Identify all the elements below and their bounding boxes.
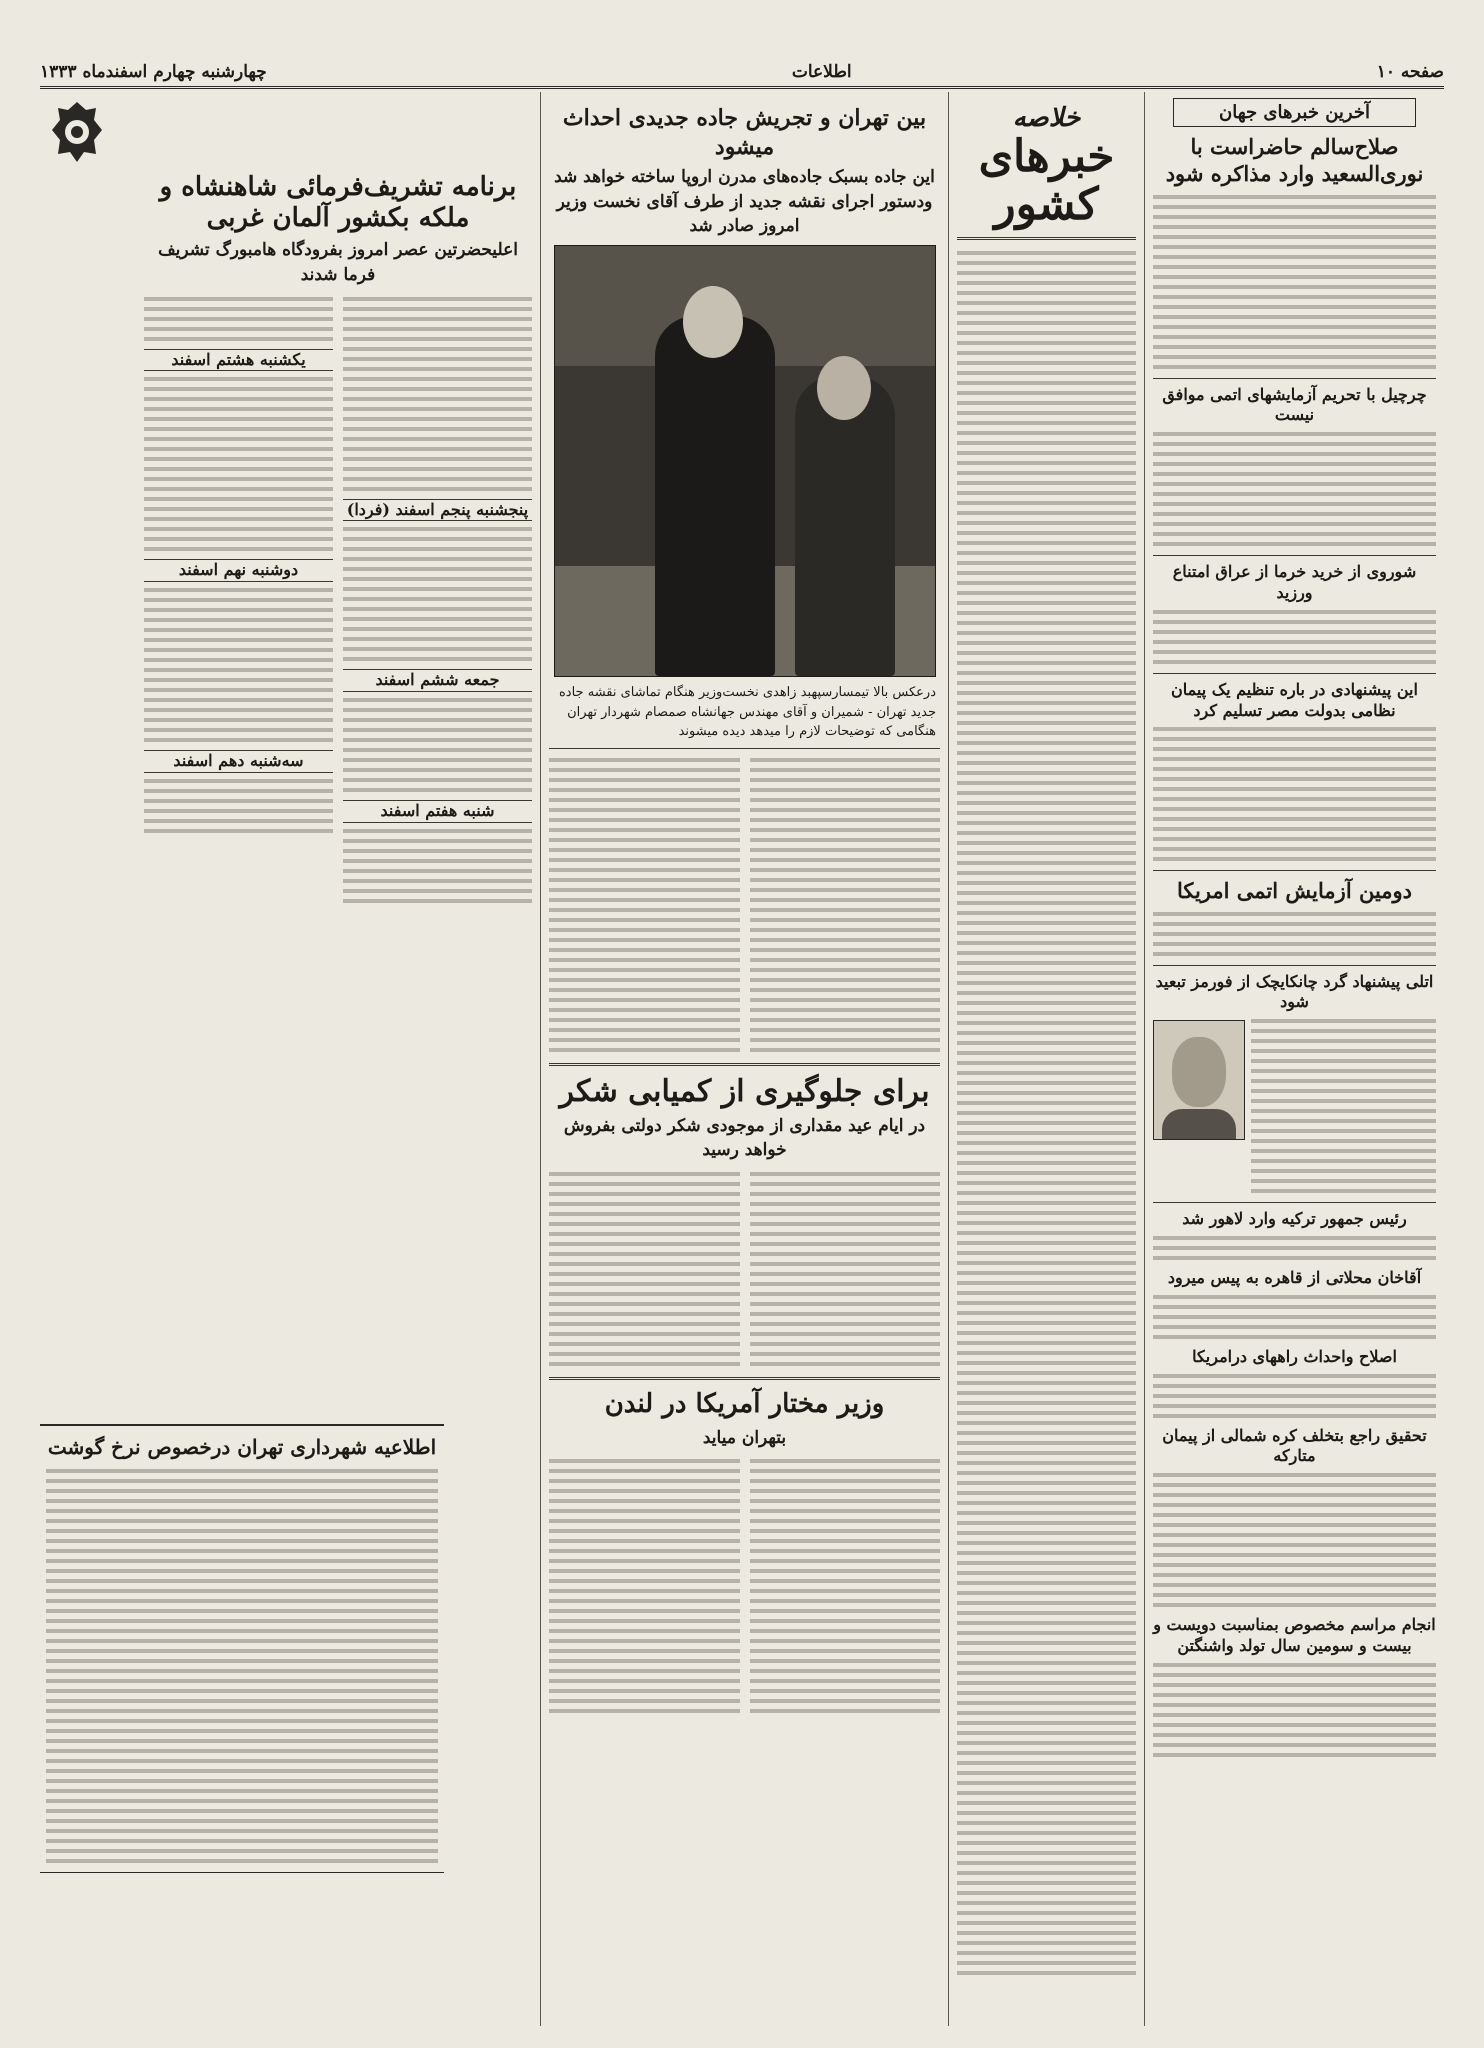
subheadline-sugar: در ایام عید مقداری از موجودی شکر دولتی بفروش خواهد رسید — [563, 1115, 926, 1161]
headline-churchill: چرچیل با تحریم آزمایشهای اتمی موافق نیست — [1162, 384, 1427, 425]
headline-meat-price: اطلاعیه شهرداری تهران درخصوص نرخ گوشت — [47, 1435, 437, 1459]
day-heading-friday: جمعه ششم اسفند — [343, 669, 532, 692]
day-heading-tuesday: سه‌شنبه دهم اسفند — [144, 750, 333, 773]
center-column — [540, 92, 948, 2026]
kholaseh-label: خلاصه — [1012, 103, 1081, 133]
article-text — [343, 294, 532, 494]
headline-turkey-president: رئیس جمهور ترکیه وارد لاهور شد — [1182, 1209, 1407, 1229]
subheadline-road: این جاده بسبک جاده‌های مدرن اروپا ساخته خواهد شد ودستور اجرای نقشه جدید از طرف آقای نخست وزیر امروز صادر شد — [554, 167, 935, 237]
headline-sugar: برای جلوگیری از کمیابی شکر — [559, 1073, 930, 1109]
article-text — [1153, 429, 1436, 549]
article-text — [549, 1456, 740, 1716]
headline-eden-proposal: این پیشنهادی در باره تنظیم یک پیمان نظامی بدولت مصر تسلیم کرد — [1171, 679, 1418, 720]
headline-atomic-test: دومین آزمایش اتمی امریکا — [1176, 878, 1413, 904]
article-text — [549, 755, 740, 1055]
article-text — [144, 585, 333, 745]
day-heading-monday: دوشنبه نهم اسفند — [144, 559, 333, 582]
article-text — [1153, 1233, 1436, 1263]
article-text — [144, 776, 333, 836]
article-text — [144, 374, 333, 554]
headline-washington: انجام مراسم مخصوص بمناسبت دویست و بیست و سومین سال تولد واشنگتن — [1153, 1615, 1436, 1656]
article-text — [1153, 909, 1436, 959]
domestic-news-text — [957, 248, 1136, 1978]
article-text — [549, 1169, 740, 1369]
domestic-news-title: خبرهای کشور — [978, 130, 1115, 230]
article-text — [1153, 724, 1436, 864]
domestic-news-column — [948, 92, 1144, 2026]
article-text — [1153, 1660, 1436, 1760]
article-text — [343, 826, 532, 906]
headline-aga-khan: آقاخان محلاتی از قاهره به پیس میرود — [1167, 1268, 1422, 1288]
day-heading-thursday: پنجشنبه پنجم اسفند (فردا) — [343, 499, 532, 522]
page-label: صفحه ۱۰ — [1376, 62, 1444, 82]
news-photo — [554, 245, 936, 677]
headline-roads: اصلاح واحداث راههای درامریکا — [1192, 1346, 1397, 1366]
portrait-photo — [1153, 1020, 1245, 1140]
article-text — [750, 1169, 941, 1369]
photo-caption: درعکس بالا تیمسارسپهبد زاهدی نخست‌وزیر هنگام تماشای نقشه جاده جدید تهران - شمیران و آقای مهندس جهانشاه صمصام شهردار تهران هنگامی که توضیحات لازم را میدهد دیده میشوند — [559, 685, 936, 740]
headline-attlee: اتلی پیشنهاد گرد چانکایچک از فورمز تبعید شود — [1155, 971, 1434, 1012]
day-heading-saturday: شنبه هفتم اسفند — [343, 800, 532, 823]
headline-us-minister: وزیر مختار آمریکا در لندن — [604, 1388, 885, 1419]
article-text — [1153, 1292, 1436, 1342]
kholaseh-heading — [957, 104, 1136, 229]
article-text — [750, 1456, 941, 1716]
headline-royal-trip: برنامه تشریف‌فرمائی شاهنشاه و ملکه بکشور آلمان غربی — [159, 172, 517, 234]
headline-korea: تحقیق راجع بتخلف کره شمالی از پیمان متارکه — [1162, 1425, 1427, 1466]
meat-price-notice — [40, 1424, 444, 1873]
world-news-box-title: آخرین خبرهای جهان — [1173, 98, 1416, 127]
article-text — [46, 1466, 438, 1866]
article-text — [1251, 1016, 1436, 1196]
subheadline-us-minister: بتهران میاید — [702, 1427, 787, 1448]
article-text — [1153, 607, 1436, 667]
headline-soviet-dates: شوروی از خرید خرما از عراق امتناع ورزید — [1172, 562, 1417, 602]
world-news-column — [1144, 92, 1444, 2026]
article-text — [343, 695, 532, 795]
article-text — [343, 524, 532, 664]
headline-salah-salem: صلاح‌سالم حاضراست با نوری‌السعید وارد مذاکره شود — [1165, 134, 1424, 187]
headline-tehran-tajrish-road: بین تهران و تجریش جاده جدیدی احداث میشود — [562, 105, 927, 160]
article-text — [1153, 1371, 1436, 1421]
masthead — [40, 42, 1444, 89]
day-heading-sunday: یکشنبه هشتم اسفند — [144, 349, 333, 372]
emblem-icon — [50, 100, 104, 164]
article-text — [1153, 192, 1436, 372]
article-text — [144, 294, 333, 344]
article-text — [750, 755, 941, 1055]
issue-date: چهارشنبه چهارم اسفندماه ۱۳۳۳ — [40, 62, 267, 82]
subheadline-royal-trip: اعلیحضرتین عصر امروز بفرودگاه هامبورگ تشریف فرما شدند — [158, 240, 518, 286]
paper-name: اطلاعات — [791, 62, 852, 82]
article-text — [1153, 1470, 1436, 1610]
